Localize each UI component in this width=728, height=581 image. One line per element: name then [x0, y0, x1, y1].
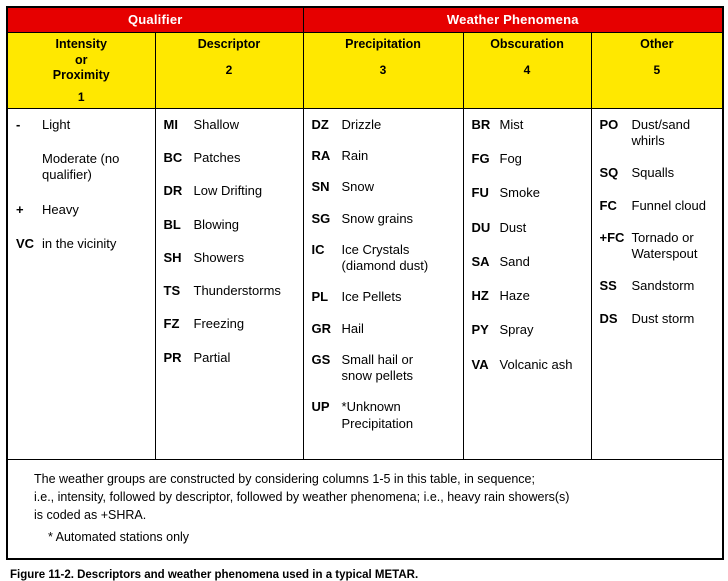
column-body-other — [591, 108, 723, 459]
column-number-2: 2 — [225, 62, 233, 77]
entry-desc-main: Tornado or — [631, 229, 694, 245]
entry-code: HZ — [471, 288, 489, 304]
group-header-weather-phenomena: Weather Phenomena — [303, 7, 723, 33]
list-item — [312, 179, 457, 195]
entry-code: BC — [163, 150, 183, 166]
column-header-intensity-proximity — [7, 33, 155, 109]
entry-code: SG — [311, 210, 331, 226]
entry-code: FZ — [163, 316, 180, 332]
list-item — [472, 254, 585, 270]
entry-desc — [336, 399, 457, 432]
column-header-intensity-line3: Proximity — [52, 68, 110, 83]
column-number-5: 5 — [653, 62, 661, 77]
entry-desc: Drizzle — [341, 116, 382, 132]
list-item — [16, 117, 149, 133]
entry-desc: Showers — [193, 249, 245, 265]
note-line-2: i.e., intensity, followed by descriptor, followed by weather phenomena; i.e., heavy rain showers(s) — [34, 490, 570, 504]
entry-code: - — [16, 116, 21, 132]
column-number-3: 3 — [379, 62, 387, 77]
entry-desc: Sandstorm — [631, 278, 695, 294]
group-header-qualifier: Qualifier — [7, 7, 303, 33]
entry-desc — [36, 151, 149, 184]
entry-code: GS — [311, 351, 331, 367]
list-item — [600, 198, 717, 214]
entry-code: UP — [311, 399, 330, 415]
entry-code: IC — [311, 241, 325, 257]
column-header-descriptor-label: Descriptor — [197, 37, 261, 51]
entry-desc-cont: snow pellets — [341, 368, 414, 384]
list-item — [472, 322, 585, 338]
column-body-precipitation — [303, 108, 463, 459]
list-item — [164, 316, 297, 332]
entry-code: FU — [471, 185, 489, 201]
list-item — [600, 117, 717, 150]
entry-code: FC — [599, 197, 617, 213]
entry-code: PY — [471, 322, 489, 338]
entry-desc: Spray — [499, 322, 534, 338]
column-header-intensity-line2: or — [75, 52, 88, 67]
column-header-obscuration — [463, 33, 591, 109]
list-item — [472, 357, 585, 373]
entry-desc: Shallow — [193, 116, 240, 132]
entry-desc-main: in the vicinity — [42, 235, 117, 251]
list-item — [312, 211, 457, 227]
list-item — [312, 289, 457, 305]
entry-desc — [36, 202, 149, 218]
entry-desc-cont: Waterspout — [631, 246, 698, 262]
entry-desc — [626, 117, 717, 150]
entry-code: SS — [599, 278, 617, 294]
list-item — [312, 117, 457, 133]
note-line-3: is coded as +SHRA. — [34, 508, 147, 523]
entry-code: FG — [471, 151, 490, 167]
entry-code: DS — [599, 310, 618, 326]
list-item — [472, 220, 585, 236]
entry-desc: Hail — [341, 320, 364, 336]
entry-code: GR — [311, 320, 332, 336]
entry-desc: Low Drifting — [193, 183, 263, 199]
entry-desc: Haze — [499, 288, 530, 304]
table-note — [7, 459, 723, 559]
metar-weather-table — [6, 6, 724, 560]
list-item — [600, 165, 717, 181]
list-item — [16, 202, 149, 218]
entry-desc: Thunderstorms — [193, 283, 281, 299]
entry-desc: Funnel cloud — [631, 197, 706, 213]
list-item — [472, 288, 585, 304]
entry-desc-main: Ice Crystals — [341, 241, 410, 257]
list-item — [600, 230, 717, 263]
table-body-row — [7, 108, 723, 459]
entry-desc-main: Light — [42, 116, 71, 132]
entry-desc-main: Small hail or — [341, 351, 414, 367]
entry-desc: Freezing — [193, 316, 245, 332]
entry-code: DZ — [311, 116, 329, 132]
entry-code: RA — [311, 148, 331, 164]
entry-desc-cont: Precipitation — [341, 415, 414, 431]
list-item — [312, 352, 457, 385]
column-body-descriptor — [155, 108, 303, 459]
note-line-1: The weather groups are constructed by considering columns 1-5 in this table, in sequence; — [34, 471, 535, 486]
column-header-precipitation-label: Precipitation — [345, 37, 421, 51]
entry-desc — [36, 236, 149, 252]
entry-desc: Volcanic ash — [499, 356, 573, 372]
entry-code: SQ — [599, 165, 619, 181]
list-item — [164, 350, 297, 366]
entry-desc — [336, 242, 457, 275]
group-header-row — [7, 7, 723, 33]
entry-desc: Ice Pellets — [341, 289, 402, 305]
list-item — [472, 151, 585, 167]
entry-desc — [336, 352, 457, 385]
column-number-4: 4 — [523, 62, 531, 77]
entry-desc: Snow grains — [341, 210, 414, 226]
entry-code: + — [16, 201, 24, 217]
entry-desc: Dust — [499, 219, 527, 235]
entry-desc-main: Dust/sand — [631, 116, 691, 132]
list-item — [312, 321, 457, 337]
list-item — [16, 151, 149, 184]
list-item — [312, 148, 457, 164]
entry-code: PO — [599, 116, 619, 132]
entry-code: DU — [471, 219, 491, 235]
entry-desc: Patches — [193, 150, 241, 166]
entry-desc-main: Moderate (no — [42, 151, 120, 167]
entry-desc-cont: whirls — [631, 133, 665, 149]
list-item — [312, 242, 457, 275]
entry-desc: Squalls — [631, 165, 675, 181]
list-item — [164, 283, 297, 299]
entry-code: SH — [163, 249, 182, 265]
column-header-other-label: Other — [640, 37, 674, 51]
entry-desc: Rain — [341, 148, 369, 164]
list-item — [164, 117, 297, 133]
list-item — [164, 250, 297, 266]
entry-desc: Fog — [499, 151, 522, 167]
entry-code: TS — [163, 283, 181, 299]
entry-desc: Sand — [499, 253, 530, 269]
entry-desc — [626, 230, 717, 263]
column-header-other — [591, 33, 723, 109]
column-header-descriptor — [155, 33, 303, 109]
column-header-intensity-line1: Intensity — [55, 37, 107, 51]
entry-desc: Mist — [499, 116, 524, 132]
note-automated-stations: * Automated stations only — [48, 530, 190, 545]
entry-code: BR — [471, 116, 491, 132]
entry-desc-main: Heavy — [42, 201, 79, 217]
entry-code: DR — [163, 183, 183, 199]
entry-code: VA — [471, 356, 489, 372]
table-note-row — [7, 459, 723, 559]
list-item — [16, 236, 149, 252]
entry-desc-cont: (diamond dust) — [341, 258, 429, 274]
entry-code: +FC — [599, 229, 625, 245]
list-item — [164, 150, 297, 166]
list-item — [472, 185, 585, 201]
entry-desc: Partial — [193, 349, 231, 365]
list-item — [312, 399, 457, 432]
column-header-obscuration-label: Obscuration — [490, 37, 564, 51]
entry-code: PR — [163, 349, 182, 365]
column-header-precipitation — [303, 33, 463, 109]
figure-caption: Figure 11-2. Descriptors and weather phenomena used in a typical METAR. — [10, 569, 419, 581]
entry-desc: Snow — [341, 179, 375, 195]
column-body-obscuration — [463, 108, 591, 459]
list-item — [600, 278, 717, 294]
entry-code: BL — [163, 216, 181, 232]
entry-desc — [36, 117, 149, 133]
list-item — [164, 217, 297, 233]
entry-code: VC — [16, 235, 35, 251]
list-item — [164, 183, 297, 199]
entry-desc-main: *Unknown — [341, 399, 401, 415]
entry-desc: Smoke — [499, 185, 540, 201]
entry-desc: Dust storm — [631, 310, 695, 326]
column-body-qualifier — [7, 108, 155, 459]
list-item — [472, 117, 585, 133]
list-item — [600, 311, 717, 327]
column-number-1: 1 — [77, 89, 85, 104]
entry-code: SN — [311, 179, 330, 195]
entry-code: SA — [471, 253, 490, 269]
entry-code: MI — [163, 116, 178, 132]
entry-code: PL — [311, 289, 329, 305]
entry-desc-cont: qualifier) — [42, 167, 92, 183]
entry-desc: Blowing — [193, 216, 240, 232]
column-header-row — [7, 33, 723, 109]
